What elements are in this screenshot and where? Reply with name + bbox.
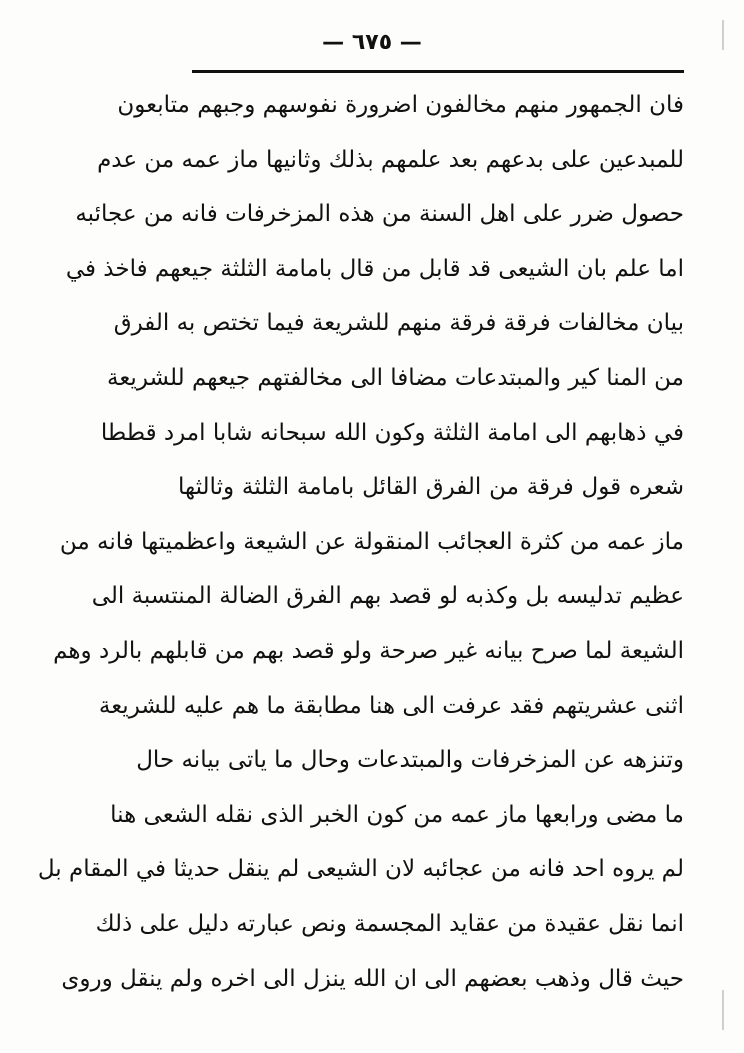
text-line: ما مضى ورابعها ماز عمه من كون الخبر الذى نقله الشعى هنا — [110, 801, 684, 828]
text-line: شعره قول فرقة من الفرق القائل بامامة الثلثة وثالثها — [178, 474, 684, 501]
text-line: عظيم تدليسه بل وكذبه لو قصد بهم الفرق الضالة المنتسبة الى — [91, 583, 684, 610]
scan-edge-mark — [722, 20, 724, 50]
body-text — [37, 78, 684, 1006]
text-line: للمبدعين على بدعهم بعد علمهم بذلك وثانيها ماز عمه من عدم — [97, 146, 684, 173]
header-rule — [192, 70, 684, 73]
text-line: انما نقل عقيدة من عقايد المجسمة ونص عبارته دليل على ذلك — [95, 910, 684, 937]
text-line: الشيعة لما صرح بيانه غير صرحة ولو قصد بهم من قابلهم بالرد وهم — [53, 637, 684, 664]
text-line: فان الجمهور منهم مخالفون اضرورة نفوسهم وجبهم متابعون — [117, 92, 684, 118]
text-line: اثنى عشريتهم فقد عرفت الى هنا مطابقة ما هم عليه للشريعة — [98, 692, 684, 719]
text-line: في ذهابهم الى امامة الثلثة وكون الله سبحانه شابا امرد قططا — [100, 419, 684, 446]
text-line: بيان مخالفات فرقة فرقة منهم للشريعة فيما تختص به الفرق — [113, 310, 684, 337]
text-line: من المنا كير والمبتدعات مضافا الى مخالفتهم جيعهم للشريعة — [106, 364, 684, 391]
text-line: حصول ضرر على اهل السنة من هذه المزخرفات فانه من عجائبه — [75, 201, 684, 228]
text-line: حيث قال وذهب بعضهم الى ان الله ينزل الى اخره ولم ينقل وروى — [61, 965, 684, 992]
text-line: اما علم بان الشيعى قد قابل من قال بامامة الثلثة جيعهم فاخذ في — [65, 255, 684, 282]
scan-edge-mark — [722, 990, 724, 1030]
page-number: — ٦٧٥ — — [322, 30, 422, 55]
text-line: وتنزهه عن المزخرفات والمبتدعات وحال ما ياتى بيانه حال — [136, 747, 684, 774]
text-line: ماز عمه من كثرة العجائب المنقولة عن الشيعة واعظميتها فانه من — [59, 528, 684, 555]
text-line: لم يروه احد فانه من عجائبه لان الشيعى لم ينقل حديثا في المقام بل — [37, 856, 684, 883]
